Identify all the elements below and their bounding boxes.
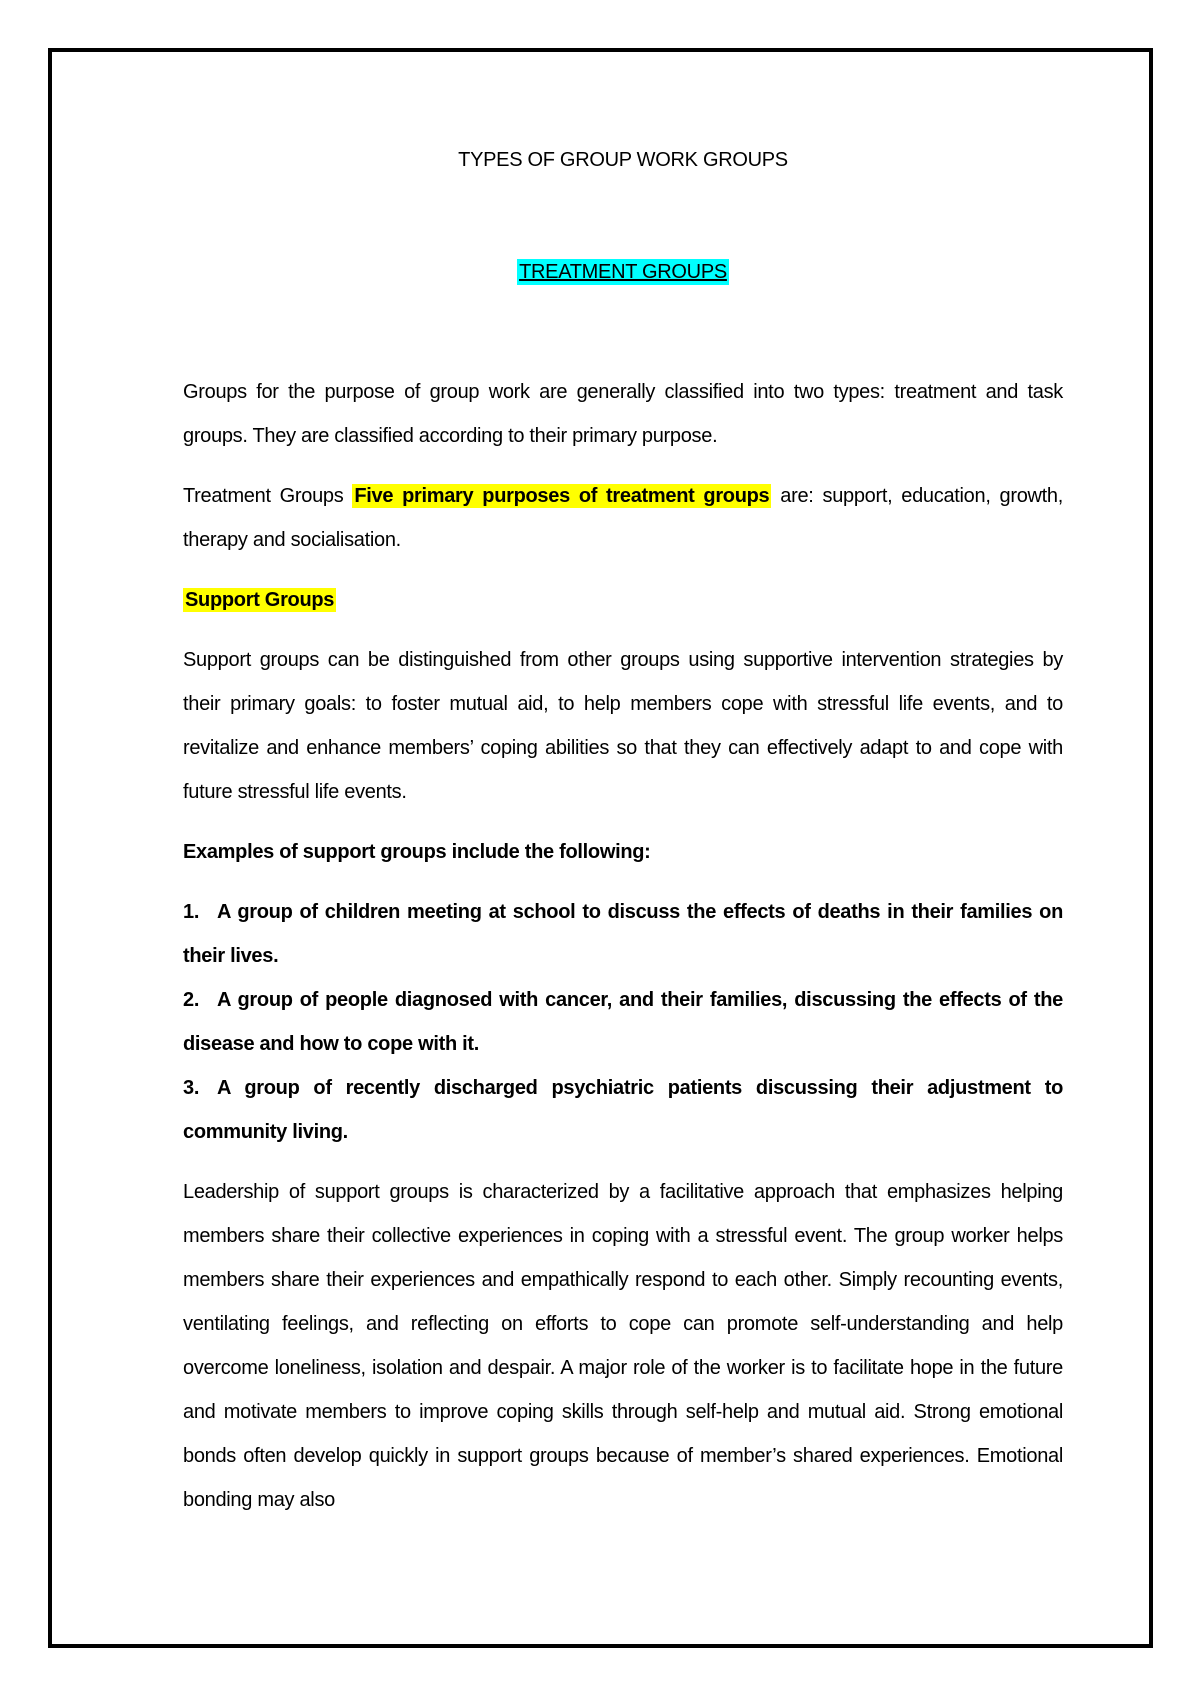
list-item-text: A group of people diagnosed with cancer, and their families, discussing the effects of the disease and how to cope with it. [183,989,1063,1055]
purposes-rest: are: support, education, growth, therapy and socialisation. [183,485,1063,551]
purposes-highlight: Five primary purposes of treatment groups [354,485,770,507]
support-heading-text: Support Groups [185,589,335,611]
section-heading-treatment-groups: TREATMENT GROUPS [519,261,727,283]
leadership-paragraph: Leadership of support groups is characterized by a facilitative approach that emphasizes helping members share their collective experiences in coping with a stressful event. The group worker helps members share their experiences and empathically respond to each other. Simply recounting events, ventilating feelings, and reflecting on efforts to cope can promote self-understanding and help overcome loneliness, isolation and despair. A major role of the worker is to facilitate hope in the future and motivate members to improve coping skills through self-help and mutual aid. Strong emotional bonds often develop quickly in support groups because of member’s shared experiences. Emotional bonding may also [183,1181,1063,1511]
document-title: TYPES OF GROUP WORK GROUPS [458,149,788,171]
examples-intro: Examples of support groups include the following: [183,841,651,863]
examples-list [183,890,1063,1154]
purposes-paragraph [183,474,1063,562]
list-item [183,1066,1063,1154]
list-item-number: 3. [183,1077,200,1099]
section-heading-wrap [183,252,1063,292]
purposes-lead: Treatment Groups [183,485,353,507]
list-item-text: A group of recently discharged psychiatric patients discussing their adjustment to community living. [183,1077,1063,1143]
support-paragraph: Support groups can be distinguished from other groups using supportive intervention strategies by their primary goals: to foster mutual aid, to help members cope with stressful life events, and to revitalize and enhance members’ coping abilities so that they can effectively adapt to and cope with future stressful life events. [183,649,1063,803]
list-item [183,890,1063,978]
list-item [183,978,1063,1066]
list-item-text: A group of children meeting at school to discuss the effects of deaths in their families on their lives. [183,901,1063,967]
list-item-number: 1. [183,901,200,923]
intro-paragraph: Groups for the purpose of group work are generally classified into two types: treatment and task groups. They are classified according to their primary purpose. [183,381,1063,447]
document-body [183,140,1063,1522]
list-item-number: 2. [183,989,200,1011]
support-heading [183,578,1063,622]
